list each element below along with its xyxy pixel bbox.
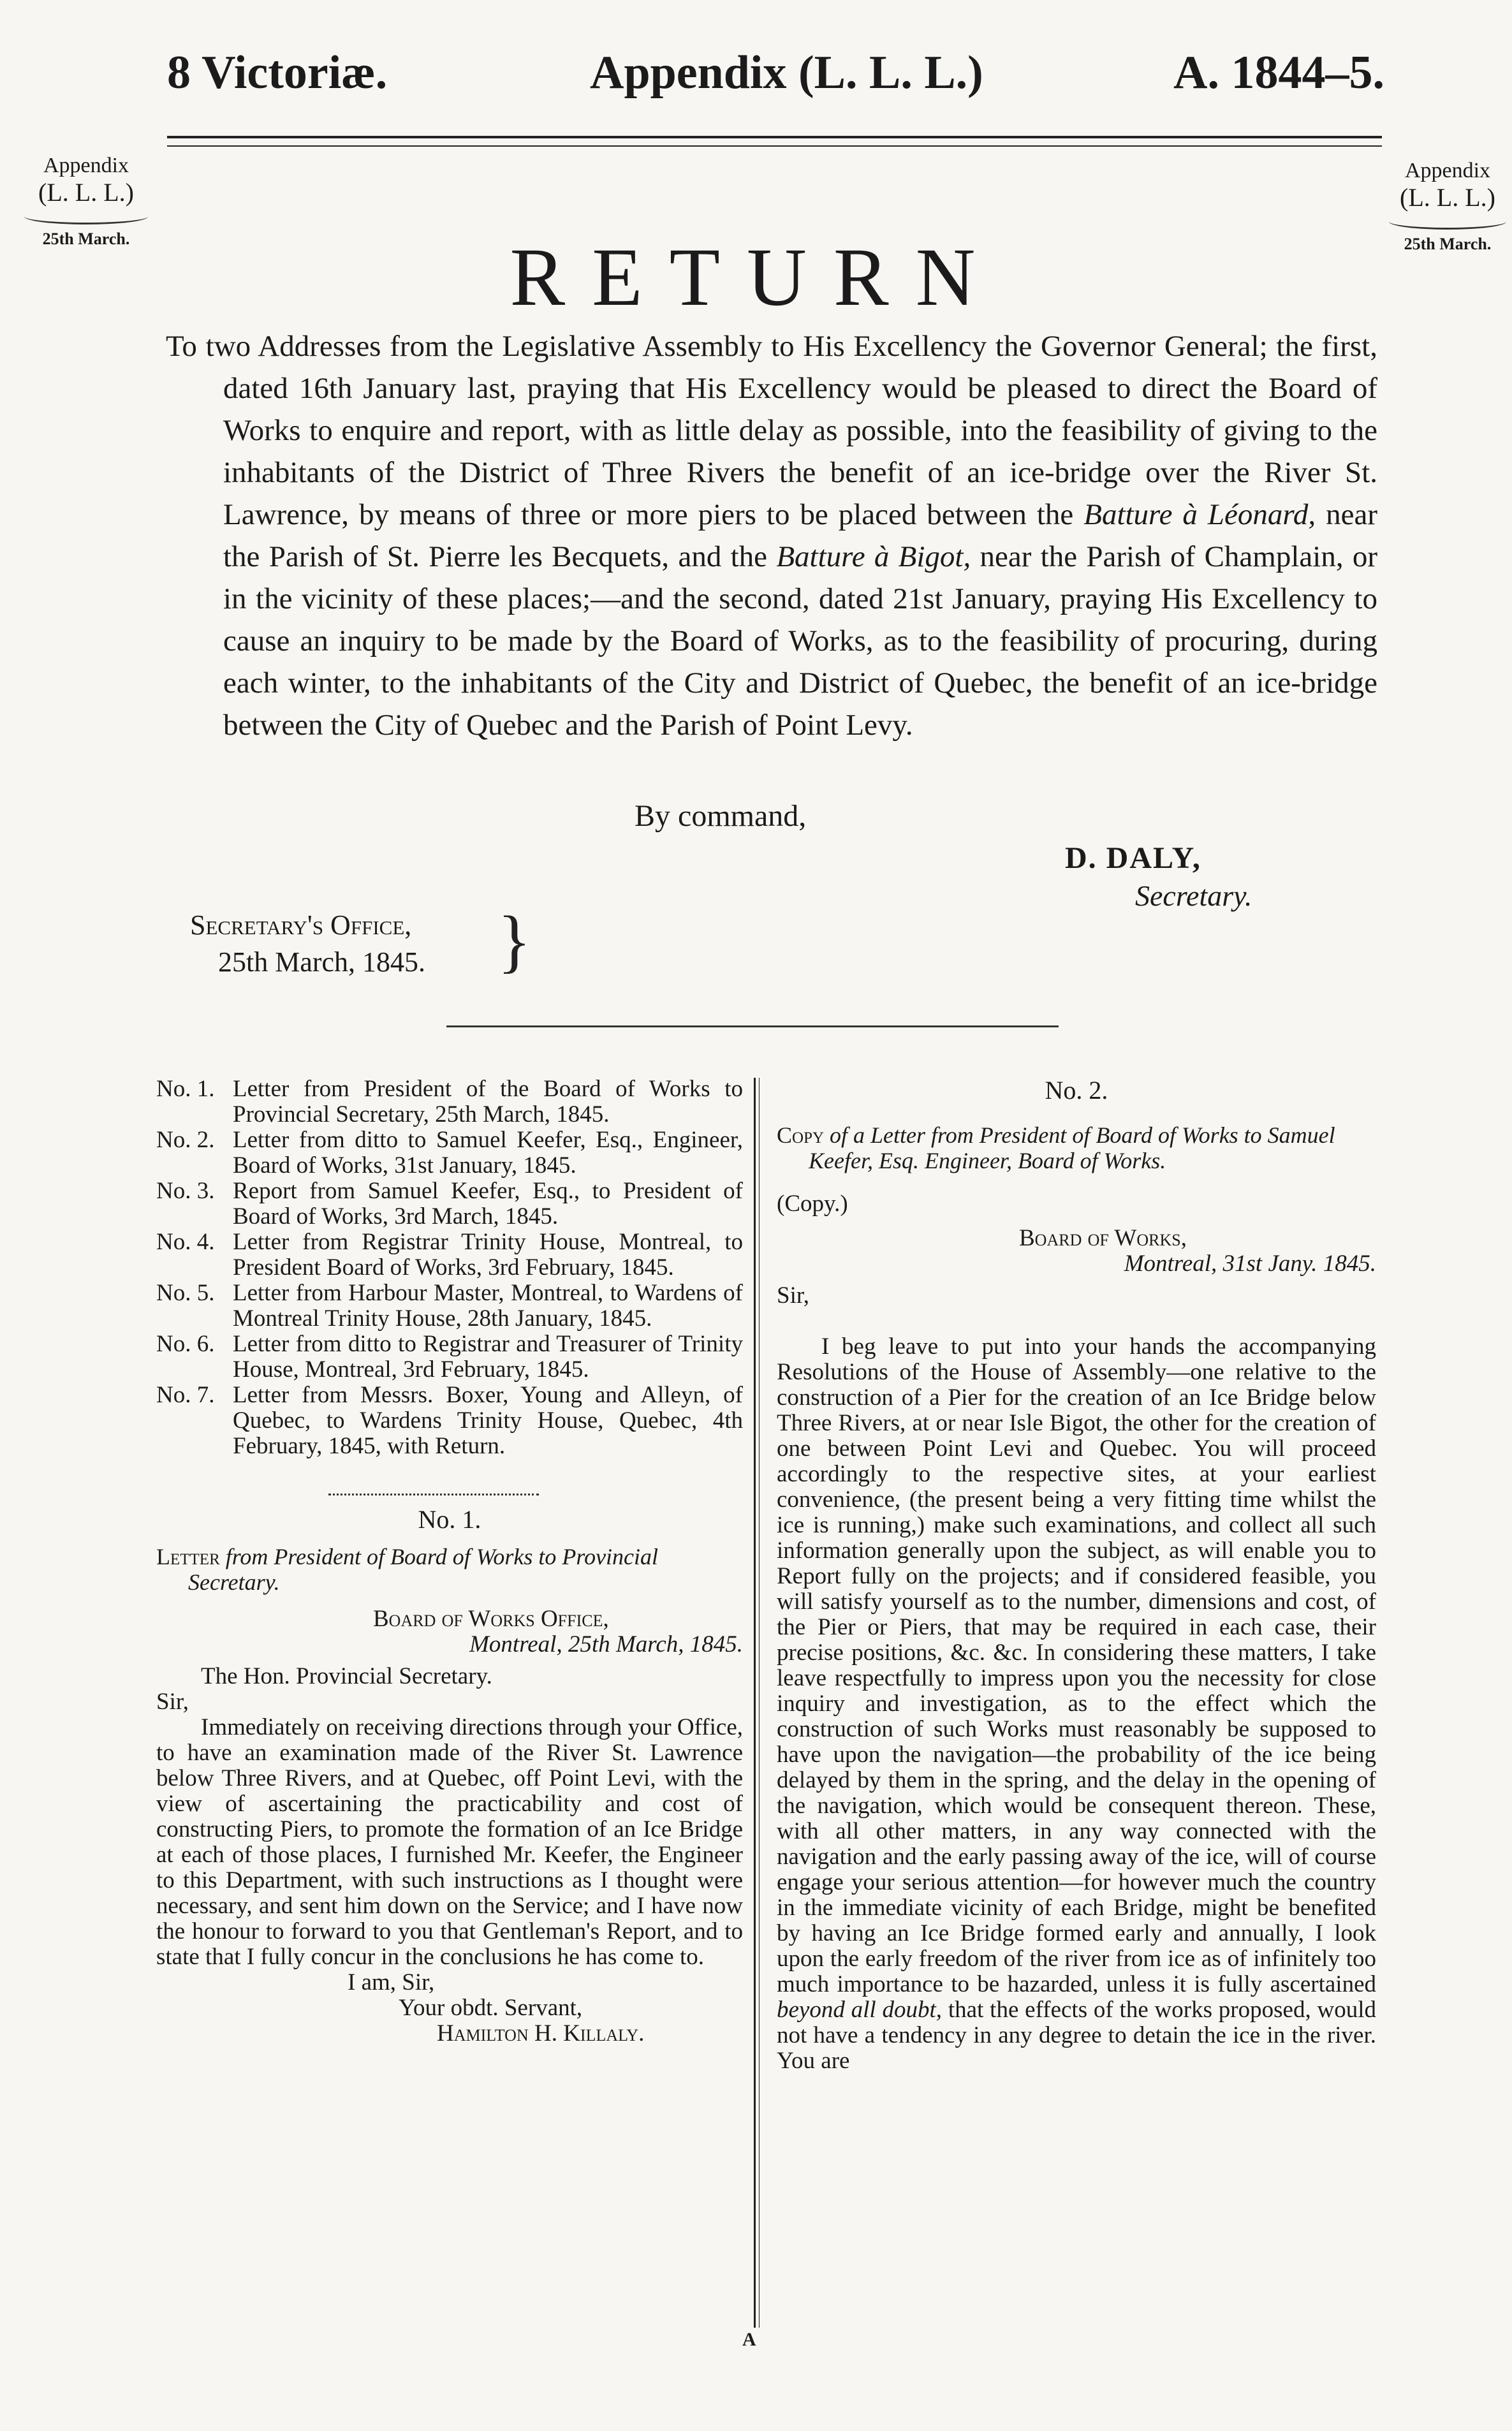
margin-note-code: (L. L. L.) xyxy=(1400,183,1495,212)
contents-item-number: No. 1. xyxy=(156,1076,215,1102)
section-divider xyxy=(446,1025,1059,1027)
contents-item-text: Letter from Messrs. Boxer, Young and Alleyn, of Quebec, to Wardens Trinity House, Quebec, 4th February, 1845, with Return. xyxy=(233,1382,743,1459)
margin-note-date: 25th March. xyxy=(42,230,130,249)
contents-item xyxy=(156,1383,743,1459)
letter2-date: Montreal, 31st Jany. 1845. xyxy=(1124,1251,1376,1277)
letter1-date: Montreal, 25th March, 1845. xyxy=(469,1631,743,1657)
secretary-office-line1: Secretary's Office, xyxy=(190,909,412,941)
letter1-addressee: The Hon. Provincial Secretary. xyxy=(201,1663,492,1689)
letter2-salutation: Sir, xyxy=(777,1282,809,1309)
contents-item-text: Letter from President of the Board of Works to Provincial Secretary, 25th March, 1845. xyxy=(233,1076,743,1127)
letter1-title-lead: Letter xyxy=(156,1544,220,1569)
right-column xyxy=(777,1076,1376,2074)
document-title: RETURN xyxy=(510,231,1002,323)
brace-icon: } xyxy=(497,902,531,980)
contents-item-text: Letter from Harbour Master, Montreal, to Wardens of Montreal Trinity House, 28th January, 1845. xyxy=(233,1280,743,1332)
contents-item-number: No. 3. xyxy=(156,1178,215,1204)
letter1-title-rest: from President of Board of Works to Provincial Secretary. xyxy=(188,1544,659,1595)
letter2-body-b: that the effects of the works proposed, would not have a tendency in any degree to detain the ice in the river. You are xyxy=(777,1997,1376,2074)
contents-item xyxy=(156,1281,743,1332)
letter2-title xyxy=(777,1122,1376,1173)
letter2-body-italic: beyond all doubt, xyxy=(777,1997,943,2023)
header-appendix: Appendix (L. L. L.) xyxy=(590,47,983,99)
margin-note-code: (L. L. L.) xyxy=(38,178,134,207)
contents-item xyxy=(156,1127,743,1179)
intro-text-1: To two Addresses from the Legislative Assembly to His Excellency the Governor General; the first, dated 16th January last, praying that His Excellency would be pleased to direct the Board of Works to enquire and report, with as little delay as possible, into the feasibility of giving to the inhabitants of the District of Three Rivers the benefit of an ice-bridge over the River St. Lawrence, by means of three or more piers to be placed between the xyxy=(166,330,1377,531)
contents-item-number: No. 2. xyxy=(156,1127,215,1153)
contents-item xyxy=(156,1179,743,1230)
letter1-office: Board of Works Office, xyxy=(373,1606,609,1632)
contents-item-text: Letter from Registrar Trinity House, Montreal, to President Board of Works, 3rd February, 1845. xyxy=(233,1229,743,1281)
header-rule-thick xyxy=(167,136,1382,138)
letter1-signature: Hamilton H. Killaly. xyxy=(437,2020,645,2046)
letter2-title-rest: of a Letter from President of Board of Works to Samuel Keefer, Esq. Engineer, Board of Works. xyxy=(809,1122,1335,1173)
letter2-title-lead: Copy xyxy=(777,1122,825,1148)
left-column xyxy=(156,1076,743,2046)
brace-decoration xyxy=(24,209,148,224)
signer-name: D. DALY, xyxy=(1065,841,1201,875)
contents-item xyxy=(156,1332,743,1383)
letter1-number: No. 1. xyxy=(418,1505,481,1534)
letter2-copy: (Copy.) xyxy=(777,1191,848,1217)
intro-italic-1: Batture à Léonard, xyxy=(1083,498,1316,531)
contents-item xyxy=(156,1230,743,1281)
header-rule-thin xyxy=(167,145,1382,147)
letter2-office: Board of Works, xyxy=(1019,1225,1187,1251)
page-signature-mark: A xyxy=(742,2329,756,2350)
contents-item xyxy=(156,1076,743,1127)
header-year: A. 1844–5. xyxy=(1173,47,1384,99)
brace-decoration xyxy=(1389,214,1506,230)
ornamental-rule xyxy=(328,1485,539,1495)
contents-item-text: Letter from ditto to Registrar and Treasurer of Trinity House, Montreal, 3rd February, 1845. xyxy=(233,1331,743,1383)
intro-text-2: near the Parish of St. Pierre les Becquets, and the xyxy=(223,498,1378,573)
by-command: By command, xyxy=(635,799,807,833)
margin-note-label: Appendix xyxy=(43,154,129,177)
intro-paragraph xyxy=(166,325,1377,746)
column-divider-thin xyxy=(759,1078,760,2328)
letter2-number: No. 2. xyxy=(1045,1076,1108,1105)
contents-item-text: Letter from ditto to Samuel Keefer, Esq., Engineer, Board of Works, 31st January, 1845. xyxy=(233,1127,743,1179)
intro-text-3: near the Parish of Champlain, or in the vicinity of these places;—and the second, dated 21st January, praying His Excellency to cause an inquiry to be made by the Board of Works, as to the feasibility of procuring, during each winter, to the inhabitants of the City and District of Quebec, the benefit of an ice-bridge between the City of Quebec and the Parish of Point Levy. xyxy=(223,540,1378,742)
letter1-closing2: Your obdt. Servant, xyxy=(399,1995,583,2021)
column-divider xyxy=(754,1078,756,2328)
letter1-title xyxy=(156,1544,743,1595)
contents-item-text: Report from Samuel Keefer, Esq., to President of Board of Works, 3rd March, 1845. xyxy=(233,1178,743,1230)
contents-item-number: No. 5. xyxy=(156,1280,215,1306)
signer-title: Secretary. xyxy=(1135,879,1252,912)
letter2-body-a: I beg leave to put into your hands the accompanying Resolutions of the House of Assembly—one relative to the construction of a Pier for the creation of an Ice Bridge below Three Rivers, at or near Isle Bigot, the other for the creation of one between Point Levi and Quebec. You will proceed accordingly to the respective sites, at your earliest convenience, (the present being a very fitting time whilst the ice is running,) make such examinations, and collect all such information generally upon the subject, as will enable you to Report fully on the projects; and if considered feasible, you will satisfy yourself as to the number, dimensions and cost, of the Pier or Piers, that may be required in each case, their precise positions, &c. &c. In considering these matters, I take leave respectfully to impress upon you the necessity for close inquiry and investigation, as to the effect which the construction of such Works must reasonably be supposed to have upon the navigation—the probability of the ice being delayed by them in the spring, and the delay in the opening of the navigation, which would be consequent thereon. These, with all other matters, in any way connected with the navigation and the early passing away of the ice, will of course engage your serious attention—for however much the country in the immediate vicinity of each Bridge, might be benefited by having an Ice Bridge formed early and annually, I look upon the early freedom of the river from ice as of infinitely too much importance to be hazarded, unless it is fully ascertained xyxy=(777,1333,1376,1997)
secretary-office-date: 25th March, 1845. xyxy=(218,946,426,978)
secretary-office xyxy=(190,907,425,981)
contents-item-number: No. 4. xyxy=(156,1229,215,1255)
letter2-body xyxy=(777,1334,1376,2074)
intro-italic-2: Batture à Bigot, xyxy=(776,540,971,573)
contents-item-number: No. 6. xyxy=(156,1331,215,1357)
contents-list xyxy=(156,1076,743,1459)
contents-item-number: No. 7. xyxy=(156,1382,215,1408)
header-session: 8 Victoriæ. xyxy=(167,47,388,99)
letter1-body: Immediately on receiving directions through your Office, to have an examination made of the River St. Lawrence below Three Rivers, and at Quebec, off Point Levi, with the view of ascertaining the practicability and cost of constructing Piers, to promote the formation of an Ice Bridge at each of those places, I furnished Mr. Keefer, the Engineer to this Department, with such instructions as I thought were necessary, and sent him down on the Service; and I have now the honour to forward to you that Gentleman's Report, and to state that I fully concur in the conclusions he has come to. xyxy=(156,1714,743,1970)
margin-note-date: 25th March. xyxy=(1404,235,1492,254)
letter1-salutation: Sir, xyxy=(156,1689,189,1715)
margin-note-label: Appendix xyxy=(1404,159,1491,182)
letter1-closing1: I am, Sir, xyxy=(348,1969,435,1995)
